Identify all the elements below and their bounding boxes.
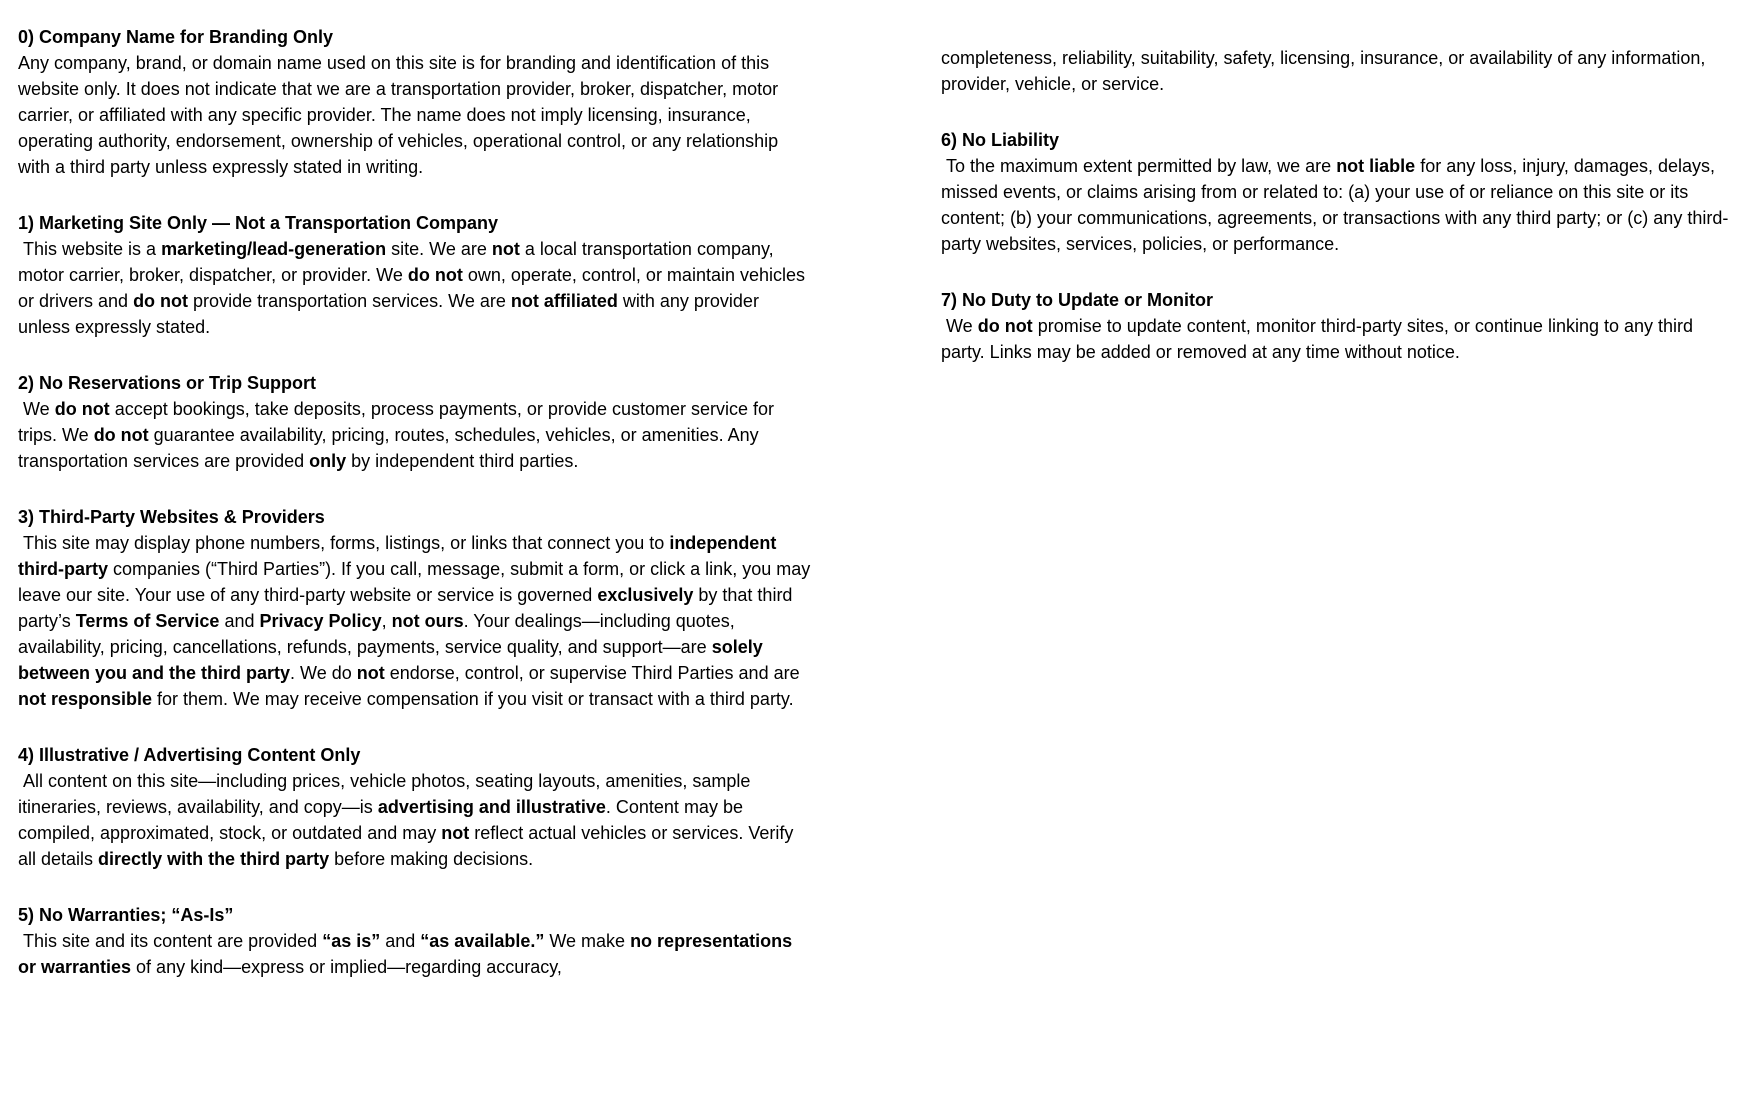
text-run: and: [219, 611, 260, 631]
section-body: [18, 236, 815, 340]
text-column-right: [941, 45, 1738, 395]
text-run: companies (“Third Parties”). If you call, message, submit a form, or click a link, you may leave our site. Your use of any third-party website or service is governed: [18, 559, 816, 605]
bold-text-run: not responsible: [18, 689, 153, 709]
section-heading: 4) Illustrative / Advertising Content Only: [18, 745, 361, 765]
bold-text-run: exclusively: [597, 585, 694, 605]
text-run: reflect actual vehicles or services. Verify all details: [18, 823, 799, 869]
bold-text-run: not ours: [391, 611, 464, 631]
text-run: accept bookings, take deposits, process payments, or provide customer service for trips. We: [18, 399, 780, 445]
text-run: ,: [381, 611, 392, 631]
text-run: We: [941, 316, 978, 336]
text-run: of any kind—express or implied—regarding accuracy,: [131, 957, 562, 977]
text-column-left: [18, 24, 815, 1010]
section-heading: 7) No Duty to Update or Monitor: [941, 290, 1213, 310]
section-body: [18, 928, 815, 980]
bold-text-run: “as available.”: [420, 931, 545, 951]
paragraph-continuation: [941, 45, 1738, 97]
bold-text-run: not affiliated: [510, 291, 618, 311]
disclaimer-section: [18, 504, 815, 712]
text-run: promise to update content, monitor third-party sites, or continue linking to any third party. Links may be added or removed at any time without notice.: [941, 316, 1699, 362]
text-run: . Your dealings—including quotes, availability, pricing, cancellations, refunds, payments, service quality, and support—are: [18, 611, 740, 657]
text-run: before making decisions.: [329, 849, 534, 869]
section-heading: 1) Marketing Site Only — Not a Transportation Company: [18, 213, 499, 233]
bold-text-run: do not: [54, 399, 110, 419]
section-heading: 2) No Reservations or Trip Support: [18, 373, 317, 393]
text-run: for any loss, injury, damages, delays, missed events, or claims arising from or related to: (a) your use of or reliance on this site or its content; (b) your communications, agreements, or transactions with any third party; or (c) any third-party websites, services, policies, or performance.: [941, 156, 1729, 254]
bold-text-run: not liable: [1336, 156, 1416, 176]
bold-text-run: independent third-party: [18, 533, 782, 579]
disclaimer-section: [18, 742, 815, 872]
section-body: [18, 50, 815, 180]
bold-text-run: solely between you and the third party: [18, 637, 768, 683]
bold-text-run: only: [309, 451, 347, 471]
bold-text-run: “as is”: [322, 931, 381, 951]
bold-text-run: Terms of Service: [75, 611, 220, 631]
section-heading: 5) No Warranties; “As-Is”: [18, 905, 234, 925]
disclaimer-section: [18, 370, 815, 474]
bold-text-run: not: [441, 823, 470, 843]
text-run: for them. We may receive compensation if you visit or transact with a third party.: [152, 689, 794, 709]
section-body: [18, 768, 815, 872]
text-run: Any company, brand, or domain name used on this site is for branding and identification of this website only. It does not indicate that we are a transportation provider, broker, dispatcher, motor carrier, or affiliated with any specific provider. The name does not imply licensing, insurance, operating authority, endorsement, ownership of vehicles, operational control, or any relationship with a third party unless expressly stated in writing.: [18, 53, 784, 177]
bold-text-run: do not: [977, 316, 1033, 336]
text-run: This site may display phone numbers, forms, listings, or links that connect you to: [18, 533, 670, 553]
disclaimer-section: [18, 210, 815, 340]
bold-text-run: Privacy Policy: [259, 611, 382, 631]
bold-text-run: do not: [133, 291, 189, 311]
bold-text-run: not: [491, 239, 520, 259]
disclaimer-section: [941, 127, 1738, 257]
text-run: own, operate, control, or maintain vehicles or drivers and: [18, 265, 811, 311]
text-run: To the maximum extent permitted by law, we are: [941, 156, 1337, 176]
bold-text-run: do not: [407, 265, 463, 285]
text-run: We: [18, 399, 55, 419]
text-run: a local transportation company, motor carrier, broker, dispatcher, or provider. We: [18, 239, 779, 285]
disclaimer-section: [941, 287, 1738, 365]
text-run: This site and its content are provided: [18, 931, 323, 951]
text-run: endorse, control, or supervise Third Parties and are: [384, 663, 805, 683]
text-run: by that third party’s: [18, 585, 798, 631]
section-body: [18, 530, 815, 712]
bold-text-run: advertising and illustrative: [377, 797, 606, 817]
section-body: [941, 313, 1738, 365]
text-run: We make: [544, 931, 631, 951]
text-run: guarantee availability, pricing, routes, schedules, vehicles, or amenities. Any transportation services are provided: [18, 425, 764, 471]
section-heading: 6) No Liability: [941, 130, 1060, 150]
bold-text-run: marketing/lead-generation: [161, 239, 387, 259]
bold-text-run: not: [356, 663, 385, 683]
text-run: This website is a: [18, 239, 162, 259]
bold-text-run: do not: [93, 425, 149, 445]
section-body: [941, 45, 1738, 97]
text-run: site. We are: [386, 239, 492, 259]
disclaimer-section: [18, 902, 815, 980]
bold-text-run: directly with the third party: [98, 849, 330, 869]
section-heading: 3) Third-Party Websites & Providers: [18, 507, 325, 527]
text-run: provide transportation services. We are: [188, 291, 511, 311]
text-run: . We do: [290, 663, 357, 683]
text-run: . Content may be compiled, approximated, stock, or outdated and may: [18, 797, 748, 843]
section-body: [18, 396, 815, 474]
text-run: completeness, reliability, suitability, safety, licensing, insurance, or availability of any information, provider, vehicle, or service.: [941, 48, 1711, 94]
text-run: All content on this site—including prices, vehicle photos, seating layouts, amenities, sample itineraries, reviews, availability, and copy—is: [18, 771, 756, 817]
bold-text-run: no representations or warranties: [18, 931, 798, 977]
text-run: by independent third parties.: [346, 451, 579, 471]
disclaimer-section: [18, 24, 815, 180]
section-body: [941, 153, 1738, 257]
text-run: with any provider unless expressly stated.: [18, 291, 764, 337]
section-heading: 0) Company Name for Branding Only: [18, 27, 334, 47]
text-run: and: [380, 931, 421, 951]
